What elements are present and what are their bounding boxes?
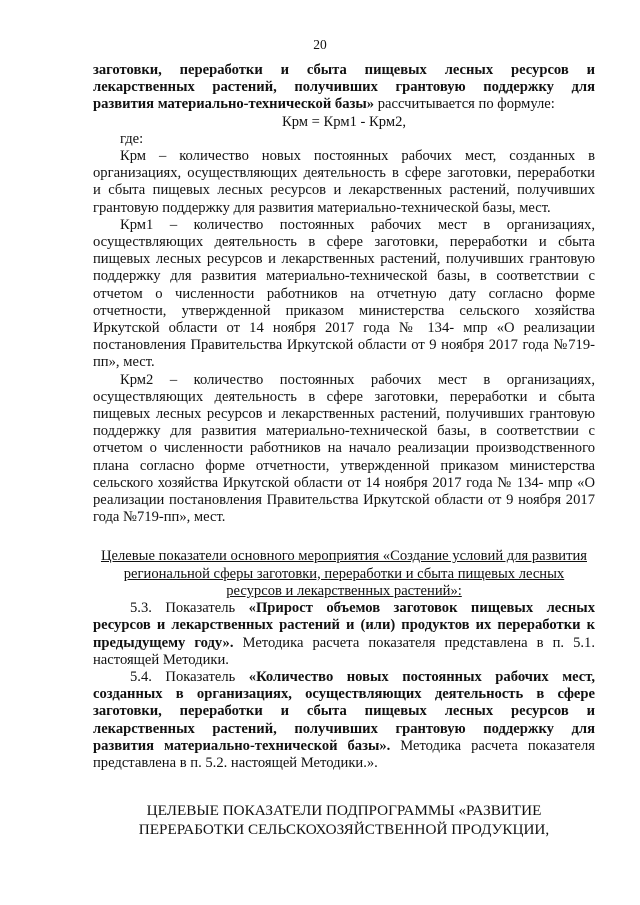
def-krm2-line: реализации постановления Правительства Иркутской области от 9 ноября 2017 [93, 492, 595, 509]
p54-lead: 5.4. Показатель [130, 668, 249, 685]
p53-lead: 5.3. Показатель [130, 600, 249, 617]
def-krm2-line: Крм2 – количество постоянных рабочих мест в организациях, [120, 371, 595, 388]
p53-line-4: настоящей Методики. [93, 651, 229, 668]
p54-bold-1: «Количество новых постоянных рабочих мест, [248, 668, 595, 685]
def-krm1-line: постановления Правительства Иркутской области от 9 ноября 2017 года №719- [93, 337, 595, 354]
intro-line-2: лекарственных растений, получивших грантовую поддержку для [93, 79, 595, 96]
p54-bold-2: созданных в организациях, осуществляющих деятельность в сфере [93, 686, 595, 703]
def-krm1-line: пп», мест. [93, 354, 155, 371]
intro-line-3-bold: развития материально-технической базы» [93, 96, 375, 113]
def-krm1-line: отчетом о численности работников на отчетную дату согласно форме [93, 285, 595, 302]
def-krm2-line: плана согласно форме отчетности, утвержденной приказом министерства [93, 457, 595, 474]
def-krm1-line: осуществляющих деятельность в сфере заготовки, переработки и сбыта [93, 234, 595, 251]
intro-line-1: заготовки, переработки и сбыта пищевых лесных ресурсов и [93, 62, 595, 78]
definition-krm2 [93, 372, 595, 527]
formula: Крм = Крм1 - Крм2, [281, 113, 407, 130]
def-krm-line: грантовую поддержку для развития материально-технической базы, мест. [93, 199, 551, 216]
def-krm-line: организациях, осуществляющих деятельность в сфере заготовки, переработки [93, 165, 595, 182]
subprogram-heading [93, 801, 595, 839]
def-krm1-line: Иркутской области от 14 ноября 2017 года № 134- мпр «О реализации [93, 320, 595, 337]
section-title-line: ресурсов и лекарственных растений»: [226, 582, 462, 599]
p53-bold-2: ресурсов и лекарственных растений и (или) продуктов их переработки к [93, 617, 595, 634]
definition-krm [93, 148, 595, 217]
def-krm1-line: отчетности, утвержденной приказом министерства сельского хозяйства [93, 302, 595, 319]
def-krm1-line: Крм1 – количество постоянных рабочих мест в организациях, [120, 216, 595, 233]
page-body [93, 62, 595, 839]
p54-rest-5: Методика расчета показателя [390, 737, 595, 754]
p54-bold-5: развития материально-технической базы». [93, 737, 391, 754]
paragraph-5-3 [93, 600, 595, 669]
def-krm-line: и сбыта пищевых лесных ресурсов и лекарственных растений, получивших [93, 182, 595, 199]
section-title-line: Целевые показатели основного мероприятия «Создание условий для развития [100, 548, 587, 565]
subprogram-heading-line: ЦЕЛЕВЫЕ ПОКАЗАТЕЛИ ПОДПРОГРАММЫ «РАЗВИТИЕ [146, 802, 542, 820]
def-krm2-line: отчетом о численности работников на начало реализации производственного [93, 440, 595, 457]
def-krm2-line: года №719-пп», мест. [93, 509, 226, 526]
p53-bold-1: «Прирост объемов заготовок пищевых лесных [248, 600, 595, 617]
def-krm1-line: поддержку для развития материально-технической базы, в соответствии с [93, 268, 595, 285]
subprogram-heading-line: ПЕРЕРАБОТКИ СЕЛЬСКОХОЗЯЙСТВЕННОЙ ПРОДУКЦИИ, [138, 821, 550, 839]
p54-bold-3: заготовки, переработки и сбыта пищевых лесных ресурсов и [93, 703, 595, 720]
formula-intro [93, 62, 595, 148]
p54-bold-4: лекарственных растений, получивших грантовую поддержку для [93, 720, 595, 737]
def-krm1-line: пищевых лесных ресурсов и лекарственных растений, получивших грантовую [93, 251, 595, 268]
def-krm-line: Крм – количество новых постоянных рабочих мест, созданных в [120, 148, 595, 165]
where-label: где: [120, 130, 144, 147]
p54-line-6: представлена в п. 5.2. настоящей Методики.». [93, 754, 378, 771]
def-krm2-line: сельского хозяйства Иркутской области от 14 ноября 2017 года № 134- мпр «О [93, 474, 595, 491]
def-krm2-line: поддержку для развития материально-технической базы, в соответствии с [93, 423, 595, 440]
section-title-line: региональной сферы заготовки, переработки и сбыта пищевых лесных [123, 565, 565, 582]
p53-rest-3: Методика расчета показателя представлена в п. 5.1. [233, 634, 596, 651]
definition-krm1 [93, 217, 595, 372]
def-krm2-line: пищевых лесных ресурсов и лекарственных растений, получивших грантовую [93, 406, 595, 423]
paragraph-5-4 [93, 669, 595, 772]
page-number: 20 [313, 37, 327, 52]
def-krm2-line: осуществляющих деятельность в сфере заготовки, переработки и сбыта [93, 388, 595, 405]
section-title [93, 548, 595, 600]
intro-line-3-rest: рассчитывается по формуле: [374, 96, 555, 113]
p53-bold-3: предыдущему году». [93, 634, 234, 651]
